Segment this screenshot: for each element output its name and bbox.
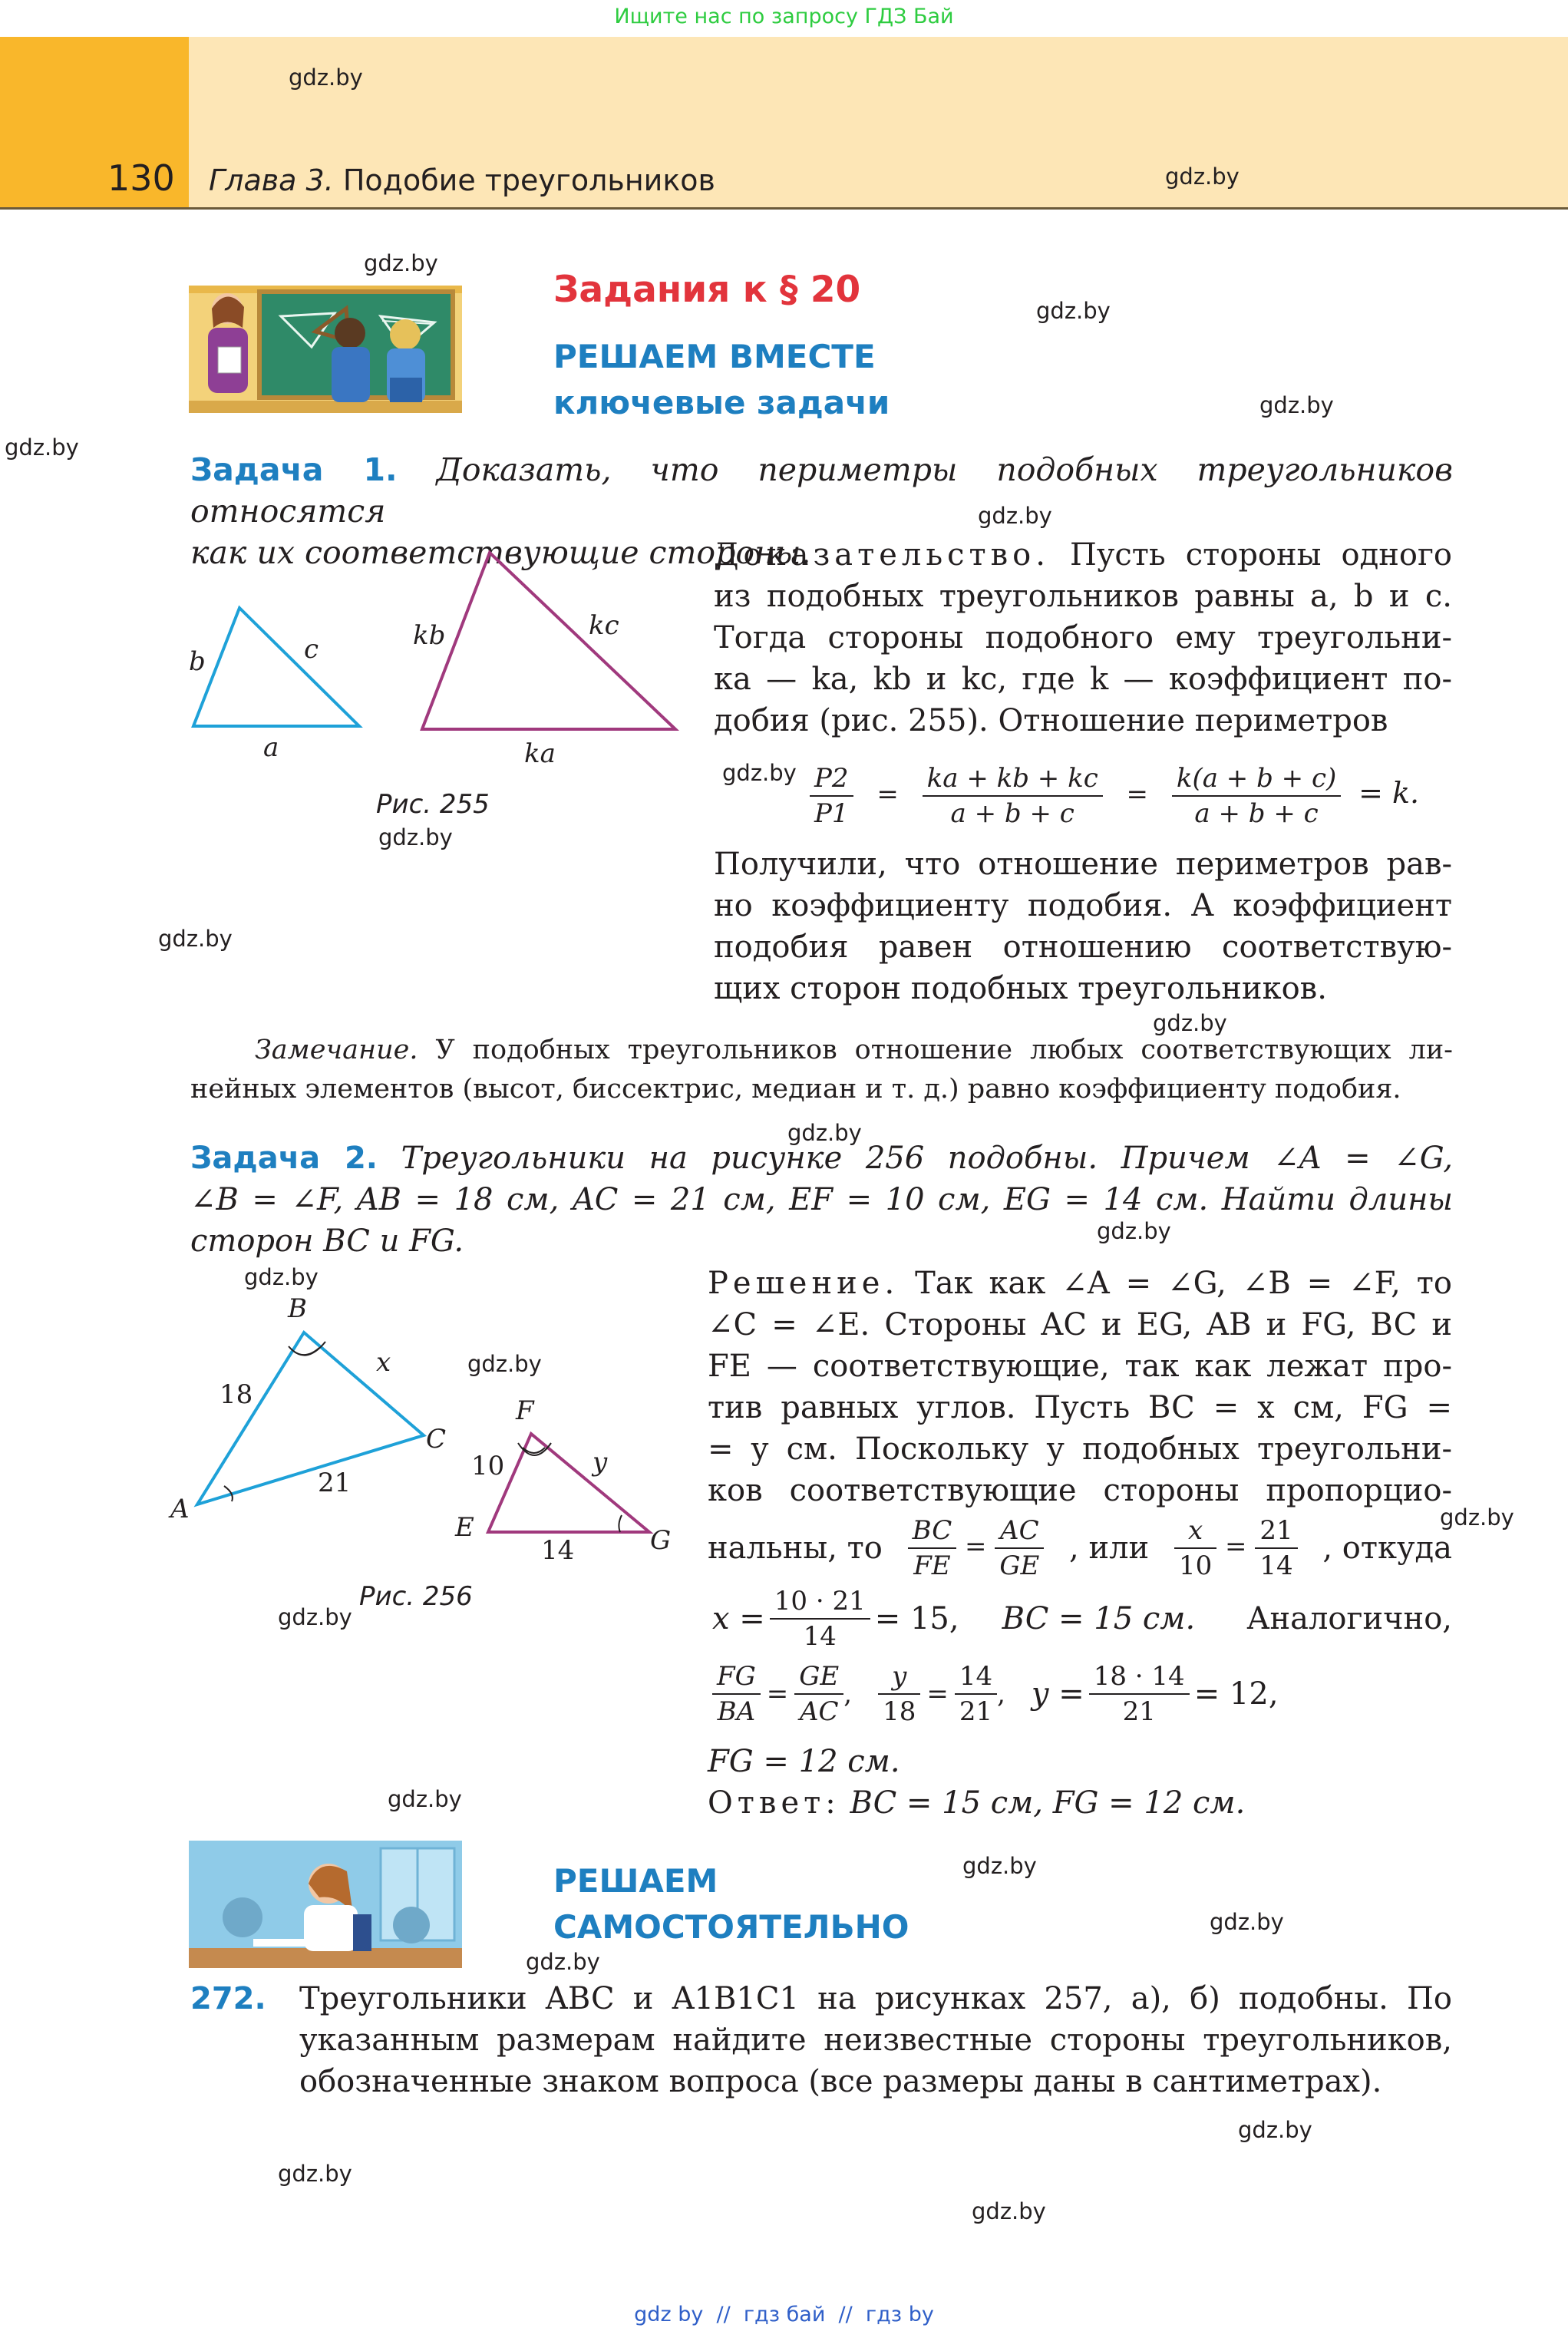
x-result: = 15,	[874, 1601, 959, 1636]
large-triangle	[422, 553, 675, 729]
label-kc: kc	[589, 610, 619, 641]
task1-statement-line: как их соответствующие стороны.	[190, 534, 811, 571]
remark	[190, 1031, 1453, 1109]
perimeter-formula	[810, 761, 1419, 831]
frac-ba: BA	[717, 1696, 756, 1727]
top-banner[interactable]: Ищите нас по запросу ГДЗ Бай	[614, 5, 954, 28]
answer-value: BC = 15 см, FG = 12 см.	[850, 1785, 1246, 1821]
watermark: gdz.by	[1210, 1909, 1284, 1935]
frac-fe: FE	[913, 1550, 951, 1581]
solution-line: FE — соответствующие, так как лежат про-	[708, 1349, 1452, 1384]
frac-y: y	[878, 1659, 920, 1695]
label-21: 21	[318, 1468, 352, 1498]
frac-14: 14	[955, 1659, 997, 1695]
conclusion-line: подобия равен отношению соответствую-	[714, 930, 1452, 965]
header-rule	[0, 207, 1568, 210]
task2-statement-line: ∠B = ∠F, AB = 18 см, AC = 21 см, EF = 10 см, EG = 14 см. Найти длины	[190, 1182, 1453, 1217]
formula-den1: a + b + c	[950, 798, 1074, 829]
formula-result: = k.	[1358, 776, 1420, 810]
figure-256-caption: Рис. 256	[359, 1581, 473, 1612]
small-triangle	[193, 608, 359, 726]
formula-eq: =	[1126, 779, 1149, 810]
formula-p2: P2	[810, 761, 853, 797]
frac-ac: AC	[995, 1514, 1044, 1549]
proof-line: из подобных треугольников равны a, b и c.	[714, 579, 1452, 614]
formula-den2: a + b + c	[1194, 798, 1319, 829]
chapter-title: Подобие треугольников	[342, 163, 715, 197]
task2-answer	[708, 1741, 1452, 1824]
conclusion-line: Получили, что отношение периметров рав-	[714, 847, 1452, 882]
label-A: A	[170, 1494, 190, 1524]
similarly: Аналогично,	[1246, 1601, 1452, 1636]
y-computation: $\frac{FG}{BA}$ = $\frac{GE}{AC}$ , $\frac{y}{18}$ = $\frac{14}{21}$ , y = $\frac{18 \cdot 14}{21}$ = 12,	[712, 1659, 1279, 1729]
task2-solution	[708, 1263, 1452, 1511]
watermark: gdz.by	[1165, 163, 1240, 190]
watermark: gdz.by	[278, 1604, 352, 1630]
watermark: gdz.by	[278, 2161, 352, 2187]
frac-ac: AC	[799, 1696, 839, 1727]
solve-alone-heading: РЕШАЕМ	[553, 1862, 718, 1900]
solution-line: ∠C = ∠E. Стороны AC и EG, AB и FG, BC и	[708, 1307, 1452, 1342]
x-numerator: 10 · 21	[770, 1584, 870, 1620]
proof-line: Тогда стороны подобного ему треугольни-	[714, 620, 1452, 655]
label-b: b	[189, 646, 206, 677]
exercise-272-line: указанным размерам найдите неизвестные стороны треугольников,	[299, 2023, 1452, 2058]
watermark: gdz.by	[1238, 2117, 1312, 2143]
solution-line: ков соответствующие стороны пропорцио-	[708, 1473, 1452, 1508]
exercise-272-number: 272.	[190, 1981, 266, 2016]
watermark: gdz.by	[962, 1853, 1037, 1879]
label-c: c	[304, 634, 319, 665]
watermark: gdz.by	[787, 1120, 862, 1146]
label-C: C	[426, 1424, 447, 1455]
frac-10: 10	[1178, 1550, 1213, 1581]
conclusion-line: щих сторон подобных треугольников.	[714, 971, 1327, 1006]
watermark: gdz.by	[364, 250, 438, 276]
solution-line: нальны, то	[708, 1531, 883, 1566]
label-F: F	[516, 1395, 534, 1426]
frac-ge: GE	[999, 1550, 1040, 1581]
task2-statement-line: Треугольники на рисунке 256 подобны. Причем ∠A = ∠G,	[401, 1141, 1454, 1176]
section-title: Задания к § 20	[553, 269, 861, 311]
label-14: 14	[541, 1535, 575, 1566]
solution-whence: , откуда	[1322, 1531, 1452, 1566]
frac-21: 21	[959, 1696, 993, 1727]
triangle-efg	[488, 1434, 649, 1532]
watermark: gdz.by	[1153, 1010, 1227, 1036]
classroom-illustration	[189, 286, 462, 413]
y-result: = 12,	[1193, 1676, 1279, 1712]
watermark: gdz.by	[1440, 1504, 1514, 1531]
task2-statement	[190, 1138, 1453, 1262]
label-B: B	[288, 1293, 307, 1324]
solve-alone-heading-2: САМОСТОЯТЕЛЬНО	[553, 1908, 909, 1946]
task2-statement-line: сторон BC и FG.	[190, 1223, 464, 1259]
label-G: G	[650, 1525, 672, 1556]
label-E: E	[455, 1512, 474, 1543]
chapter-heading	[209, 163, 715, 197]
label-18: 18	[220, 1379, 253, 1410]
page-number: 130	[107, 157, 175, 199]
figure-255-caption: Рис. 255	[376, 789, 490, 820]
formula-eq: =	[876, 779, 899, 810]
solution-line: тив равных углов. Пусть BC = x см, FG =	[708, 1390, 1452, 1425]
student-illustration	[189, 1841, 462, 1968]
frac-fg: FG	[712, 1659, 761, 1695]
remark-line: нейных элементов (высот, биссектрис, медиан и т. д.) равно коэффициенту подобия.	[190, 1074, 1401, 1105]
watermark: gdz.by	[5, 434, 79, 461]
frac-18: 18	[883, 1696, 916, 1727]
watermark: gdz.by	[526, 1949, 600, 1975]
solution-word: Решение.	[708, 1266, 900, 1301]
watermark: gdz.by	[378, 824, 453, 850]
solution-line: = y см. Поскольку у подобных треугольни-	[708, 1432, 1452, 1467]
remark-word: Замечание.	[255, 1035, 418, 1065]
x-computation	[712, 1584, 1452, 1653]
footer-links[interactable]: gdz by // гдз бай // гдз by	[634, 2303, 934, 2326]
watermark: gdz.by	[972, 2198, 1046, 2224]
bc-result: BC = 15 см.	[1002, 1601, 1196, 1636]
formula-num2: k(a + b + c)	[1172, 761, 1341, 797]
formula-p1: P1	[814, 798, 849, 829]
frac-21: 21	[1255, 1514, 1297, 1549]
frac-x: x	[1174, 1514, 1216, 1549]
solution-or: , или	[1069, 1531, 1150, 1566]
watermark: gdz.by	[388, 1786, 462, 1812]
watermark: gdz.by	[158, 926, 233, 952]
watermark: gdz.by	[978, 503, 1052, 529]
watermark: gdz.by	[244, 1264, 319, 1290]
label-10: 10	[471, 1451, 505, 1481]
label-y: y	[593, 1447, 608, 1478]
watermark: gdz.by	[467, 1351, 542, 1377]
task1-proof	[714, 534, 1452, 741]
watermark: gdz.by	[1036, 298, 1111, 324]
task2-label: Задача 2.	[190, 1141, 378, 1176]
frac-14: 14	[1259, 1550, 1293, 1581]
proof-line: добия (рис. 255). Отношение периметров	[714, 703, 1388, 738]
chapter-label: Глава 3.	[209, 163, 334, 197]
label-a: a	[263, 732, 279, 763]
exercise-272-text	[299, 1978, 1452, 2102]
task1-conclusion	[714, 844, 1452, 1009]
exercise-272-line: обозначенные знаком вопроса (все размеры даны в сантиметрах).	[299, 2064, 1382, 2099]
figure-255	[184, 537, 691, 829]
proof-word: Доказательство.	[714, 537, 1050, 573]
solution-line: Так как ∠A = ∠G, ∠B = ∠F, то	[915, 1266, 1452, 1301]
proportion-line: нальны, то $\frac{BC}{FE}$ = $\frac{AC}{GE}$ , или $\frac{x}{10}$ = $\frac{21}{14}$ , откуда	[708, 1515, 1452, 1581]
answer-word: Ответ:	[708, 1785, 840, 1821]
label-x: x	[376, 1347, 391, 1378]
label-ka: ka	[524, 738, 556, 769]
fg-result: FG = 12 см.	[708, 1744, 900, 1779]
frac-ge: GE	[794, 1659, 843, 1695]
watermark: gdz.by	[1097, 1218, 1171, 1244]
solve-together-heading: РЕШАЕМ ВМЕСТЕ	[553, 338, 876, 375]
frac-bc: BC	[908, 1514, 957, 1549]
proof-line: ка — ka, kb и kc, где k — коэффициент по-	[714, 662, 1453, 697]
x-denominator: 14	[803, 1621, 837, 1652]
conclusion-line: но коэффициенту подобия. А коэффициент	[714, 888, 1452, 923]
formula-num1: ka + kb + kc	[923, 761, 1103, 797]
angle-g-arc	[619, 1515, 622, 1532]
task1-label: Задача 1.	[190, 451, 398, 488]
y-denominator: 21	[1122, 1696, 1156, 1727]
watermark: gdz.by	[1259, 392, 1334, 418]
proof-line: Пусть стороны одного	[1069, 537, 1452, 573]
figure-256	[161, 1297, 683, 1566]
remark-line: У подобных треугольников отношение любых соответствующих ли-	[435, 1035, 1453, 1065]
watermark: gdz.by	[722, 760, 797, 786]
watermark: gdz.by	[289, 64, 363, 91]
x-eq: x =	[712, 1601, 765, 1636]
task1-statement-line: Доказать, что периметры подобных треугольников относятся	[190, 451, 1453, 530]
y-numerator: 18 · 14	[1089, 1659, 1190, 1695]
exercise-272-line: Треугольники ABC и A1B1C1 на рисунках 257, а), б) подобны. По	[299, 1981, 1452, 2016]
key-tasks-subheading: ключевые задачи	[553, 384, 890, 421]
y-eq: y =	[1031, 1676, 1084, 1712]
label-kb: kb	[413, 620, 446, 651]
